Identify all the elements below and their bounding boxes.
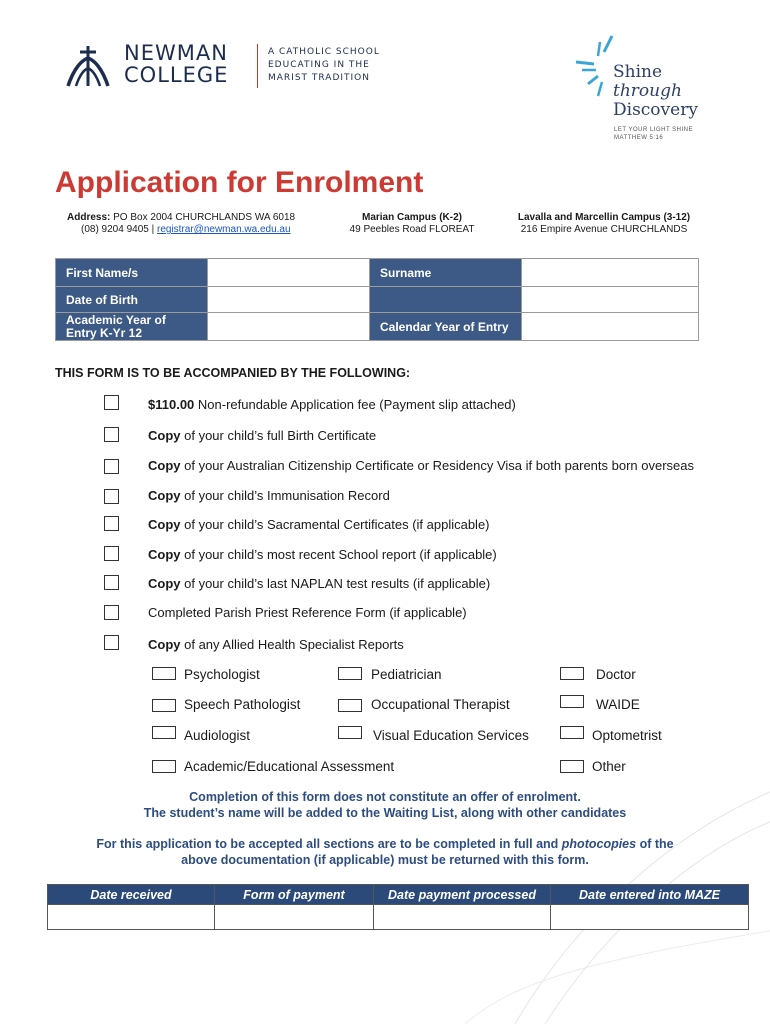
- requirement-item: Copy of your child’s Sacramental Certificates (if applicable): [148, 517, 490, 532]
- page-title: Application for Enrolment: [55, 166, 424, 199]
- student-details-table: [55, 258, 699, 341]
- requirement-item: Copy of any Allied Health Specialist Reports: [148, 637, 404, 652]
- shine-slogan: [613, 63, 698, 120]
- academic-assessment-label: Academic/Educational Assessment: [184, 759, 395, 774]
- date-processed-header: Date payment processed: [374, 885, 551, 905]
- checkbox-immunisation[interactable]: [104, 489, 119, 504]
- date-processed-cell[interactable]: [374, 905, 551, 930]
- shine-verse: [614, 126, 693, 142]
- visual-education-label: Visual Education Services: [373, 728, 529, 743]
- doctor-label: Doctor: [596, 667, 636, 682]
- email-link[interactable]: registrar@newman.wa.edu.au: [157, 224, 291, 235]
- requirement-item: Copy of your child’s full Birth Certificate: [148, 428, 377, 443]
- notice-line4: above documentation (if applicable) must be returned with this form.: [181, 853, 589, 867]
- shine-verse-line1: LET YOUR LIGHT SHINE: [614, 127, 694, 133]
- newman-cross-logo-icon: [64, 42, 112, 88]
- checkbox-allied-health[interactable]: [104, 635, 119, 650]
- requirement-item: Copy of your child’s most recent School report (if applicable): [148, 547, 497, 562]
- checkbox-academic-assessment[interactable]: [152, 760, 176, 773]
- form-of-payment-header: Form of payment: [215, 885, 374, 905]
- checkbox-school-report[interactable]: [104, 546, 119, 561]
- college-name: [124, 42, 228, 86]
- notice-line3: For this application to be accepted all sections are to be completed in full and: [96, 837, 562, 851]
- checkbox-pediatrician[interactable]: [338, 667, 362, 680]
- date-maze-header: Date entered into MAZE: [551, 885, 749, 905]
- shine-line3: Discovery: [613, 100, 698, 120]
- shine-line1: Shine: [613, 62, 663, 82]
- checkbox-waide[interactable]: [560, 695, 584, 708]
- surname-field[interactable]: [522, 259, 699, 287]
- lavalla-campus-name: Lavalla and Marcellin Campus (3-12): [517, 212, 691, 223]
- marian-campus-address: 49 Peebles Road FLOREAT: [349, 224, 475, 235]
- phone-number: (08) 9204 9405 |: [81, 224, 155, 235]
- dob-spacer: [370, 287, 522, 313]
- address-line: PO Box 2004 CHURCHLANDS WA 6018: [113, 212, 296, 223]
- dob-extra-field[interactable]: [522, 287, 699, 313]
- checkbox-visual-education[interactable]: [338, 726, 362, 739]
- checkbox-naplan[interactable]: [104, 575, 119, 590]
- calendar-year-field[interactable]: [522, 313, 699, 341]
- marian-campus-block: [340, 212, 484, 236]
- checkbox-psychologist[interactable]: [152, 667, 176, 680]
- lavalla-campus-address: 216 Empire Avenue CHURCHLANDS: [520, 224, 688, 235]
- checkbox-application-fee[interactable]: [104, 395, 119, 410]
- other-label: Other: [592, 759, 626, 774]
- checkbox-other[interactable]: [560, 760, 584, 773]
- checkbox-occupational-therapist[interactable]: [338, 699, 362, 712]
- address-label: Address:: [67, 212, 111, 223]
- lavalla-campus-block: [508, 212, 700, 236]
- speech-pathologist-label: Speech Pathologist: [184, 697, 301, 712]
- notice-line2: The student’s name will be added to the Waiting List, along with other candidates: [143, 806, 627, 820]
- first-name-label: First Name/s: [56, 259, 208, 287]
- form-of-payment-cell[interactable]: [215, 905, 374, 930]
- shine-line2: through: [613, 81, 682, 101]
- address-block: [67, 212, 295, 236]
- tagline-line2: EDUCATING IN THE: [268, 60, 370, 70]
- tagline-line1: A CATHOLIC SCHOOL: [268, 47, 380, 57]
- checkbox-sacramental[interactable]: [104, 516, 119, 531]
- documentation-notice: [40, 836, 730, 868]
- audiologist-label: Audiologist: [184, 728, 251, 743]
- notice-line3-end: of the: [636, 837, 674, 851]
- optometrist-label: Optometrist: [592, 728, 662, 743]
- shine-rays-icon: [570, 34, 616, 100]
- dob-field[interactable]: [208, 287, 370, 313]
- college-tagline: [268, 46, 380, 85]
- requirement-item: $110.00 Non-refundable Application fee (Payment slip attached): [148, 397, 516, 412]
- psychologist-label: Psychologist: [184, 667, 260, 682]
- dob-label: Date of Birth: [56, 287, 208, 313]
- office-use-table: [47, 884, 749, 930]
- checkbox-doctor[interactable]: [560, 667, 584, 680]
- occupational-therapist-label: Occupational Therapist: [371, 697, 510, 712]
- enrolment-notice: [55, 789, 715, 821]
- tagline-line3: MARIST TRADITION: [268, 73, 370, 83]
- waide-label: WAIDE: [596, 697, 640, 712]
- requirement-item: Copy of your child’s last NAPLAN test results (if applicable): [148, 576, 491, 591]
- checkbox-optometrist[interactable]: [560, 726, 584, 739]
- pediatrician-label: Pediatrician: [371, 667, 442, 682]
- checkbox-citizenship[interactable]: [104, 459, 119, 474]
- notice-line1: Completion of this form does not constitute an offer of enrolment.: [189, 790, 581, 804]
- date-received-cell[interactable]: [48, 905, 215, 930]
- college-name-line1: NEWMAN: [124, 41, 228, 65]
- calendar-year-label: Calendar Year of Entry: [370, 313, 522, 341]
- marian-campus-name: Marian Campus (K-2): [361, 212, 462, 223]
- checkbox-audiologist[interactable]: [152, 726, 176, 739]
- surname-label: Surname: [370, 259, 522, 287]
- academic-year-field[interactable]: [208, 313, 370, 341]
- date-received-header: Date received: [48, 885, 215, 905]
- checkbox-birth-certificate[interactable]: [104, 427, 119, 442]
- requirements-heading: THIS FORM IS TO BE ACCOMPANIED BY THE FOLLOWING:: [55, 366, 411, 380]
- requirement-item: Completed Parish Priest Reference Form (if applicable): [148, 605, 467, 620]
- notice-photocopies: photocopies: [561, 837, 637, 851]
- shine-verse-line2: MATTHEW 5:16: [614, 135, 664, 141]
- checkbox-speech-pathologist[interactable]: [152, 699, 176, 712]
- checkbox-parish-priest[interactable]: [104, 605, 119, 620]
- date-maze-cell[interactable]: [551, 905, 749, 930]
- college-name-line2: COLLEGE: [124, 63, 229, 87]
- requirement-item: Copy of your child’s Immunisation Record: [148, 488, 390, 503]
- first-name-field[interactable]: [208, 259, 370, 287]
- logo-divider: [257, 44, 258, 88]
- academic-year-label: Academic Year of Entry K-Yr 12: [56, 313, 208, 341]
- requirement-item: Copy of your Australian Citizenship Certificate or Residency Visa if both parents born overseas: [148, 458, 695, 473]
